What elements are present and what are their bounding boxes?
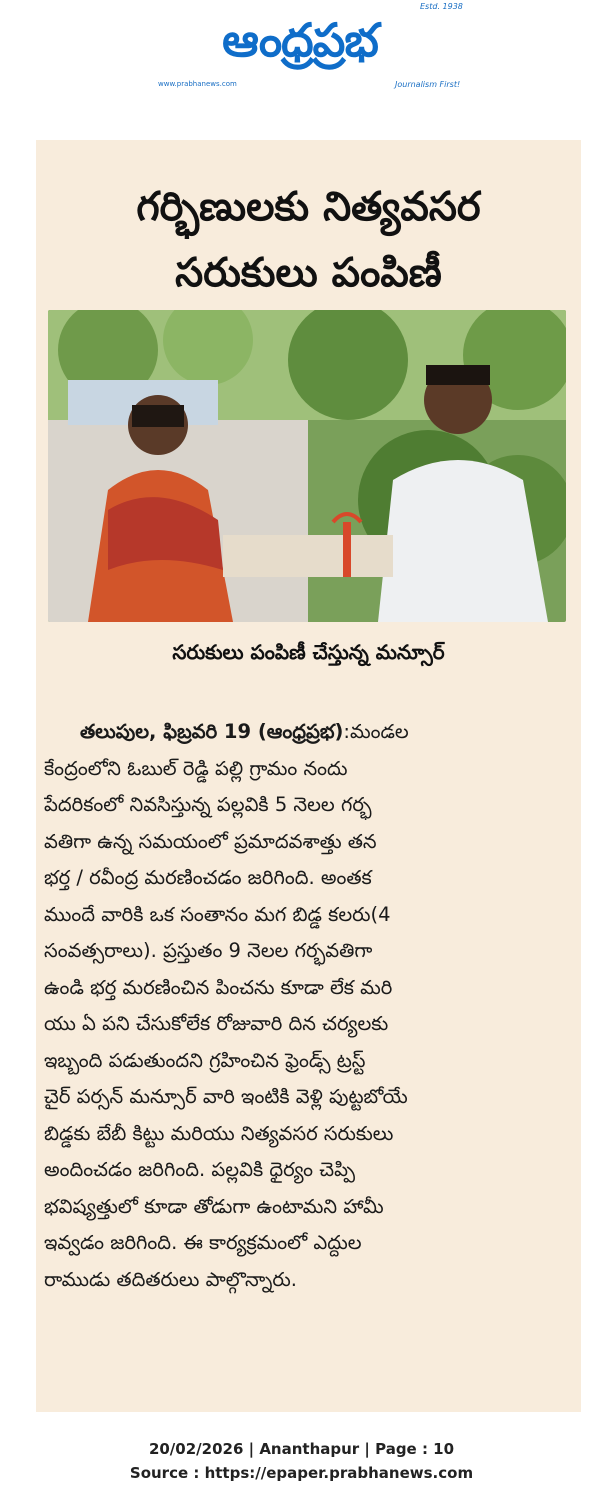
article-line: ఇబ్బంది పడుతుందని గ్రహించిన ఫ్రెండ్స్ ట్రస్ట్ (44, 1048, 366, 1072)
footer-edition-info: 20/02/2026 | Ananthapur | Page : 10 (148, 1440, 455, 1458)
article-line: ముందే వారికి ఒక సంతానం మగ బిడ్డ కలరు(4 (44, 902, 391, 926)
article-line: ఉండి భర్త మరణించిన పించను కూడా లేక మరి (44, 975, 393, 999)
logo-tagline: Journalism First! (395, 80, 461, 89)
newspaper-logo: ఆంధ్రప్రభ (222, 13, 378, 67)
article-line (80, 714, 578, 751)
article-line: వతిగా ఉన్న సమయంలో ప్రమాదవశాత్తు తన (44, 829, 377, 853)
news-photo (48, 310, 566, 622)
article-line: అందించడం జరిగింది. పల్లవికి ధైర్యం చెప్పి (44, 1158, 356, 1181)
article-dateline: తలుపుల, ఫిబ్రవరి 19 (ఆంధ్రప్రభ) (80, 720, 344, 743)
logo-url: www.prabhanews.com (158, 80, 237, 88)
masthead (0, 0, 603, 110)
article-body (44, 714, 578, 1298)
article-line: యు ఏ పని చేసుకోలేక రోజువారి దిన చర్యలకు (44, 1012, 389, 1035)
article-text: :మండల (343, 720, 409, 743)
article-line: రాముడు తదితరులు పాల్గొన్నారు. (44, 1267, 297, 1291)
footer-source: Source : https://epaper.prabhanews.com (129, 1464, 474, 1482)
logo-established: Estd. 1938 (420, 2, 463, 11)
article-line: ఇవ్వడం జరిగింది. ఈ కార్యక్రమంలో ఎద్దుల (44, 1231, 362, 1254)
article-line: కేంద్రంలోని ఓబుల్ రెడ్డి పల్లి గ్రామం నందు (44, 756, 348, 780)
headline-line-2: సరుకులు పంపిణీ (175, 250, 442, 296)
news-clipping (36, 140, 581, 1412)
article-line: బిడ్డకు బేబీ కిట్టు మరియు నిత్యవసర సరుకులు (44, 1121, 394, 1145)
article-line: పేదరికంలో నివసిస్తున్న పల్లవికి 5 నెలల గర్భ (44, 793, 372, 816)
article-line: చైర్ పర్సన్ మన్సూర్ వారి ఇంటికి వెళ్లి పుట్టబోయే (44, 1085, 408, 1108)
article-line: సంవత్సరాలు). ప్రస్తుతం 9 నెలల గర్భవతిగా (44, 939, 373, 962)
headline-line-1: గర్భిణులకు నిత్యవసర (136, 184, 481, 230)
article-line: భవిష్యత్తులో కూడా తోడుగా ఉంటామని హామీ (44, 1194, 384, 1218)
photo-caption: సరుకులు పంపిణీ చేస్తున్న మన్సూర్ (172, 640, 445, 664)
article-line: భర్త / రవీంద్ర మరణించడం జరిగింది. అంతక (44, 866, 372, 889)
